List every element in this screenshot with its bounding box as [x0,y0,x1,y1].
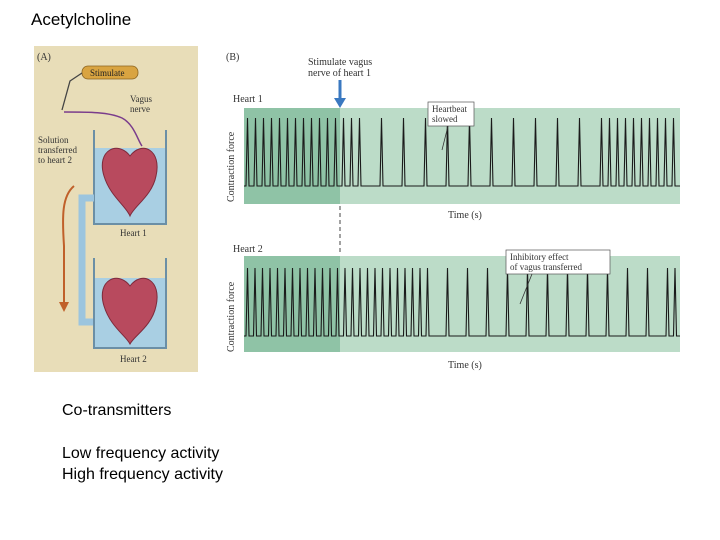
solution-label-3: to heart 2 [38,155,72,165]
trace-1-label: Heart 1 [233,94,263,105]
stimulus-label-1: Stimulate vagus [308,57,373,68]
panel-a-setup [34,46,198,372]
trace-1-ylabel: Contraction force [226,131,237,202]
bullet-high-frequency: High frequency activity [62,466,223,483]
transfer-arrowhead-icon [59,302,69,312]
setup-illustration [34,46,198,372]
panel-b-letter: (B) [226,52,240,63]
electrode-icon [62,73,82,110]
callout-1-line-1: Heartbeat [432,104,467,114]
stimulus-arrowhead-icon [334,98,346,108]
stimulate-label: Stimulate [90,68,125,78]
recording-traces [222,46,688,376]
panel-b-recordings [222,46,688,376]
stimulus-label-2: nerve of heart 1 [308,68,372,79]
bullet-list [62,400,223,485]
bullet-co-transmitters: Co-transmitters [62,402,172,419]
panel-a-letter: (A) [37,52,51,63]
vagus-experiment-figure [32,44,688,376]
slide-title: Acetylcholine [31,10,132,29]
vagus-label-2: nerve [130,104,150,114]
solution-label-2: transferred [38,145,77,155]
heart-2-label: Heart 2 [120,354,147,364]
transfer-arrow-icon [63,186,74,304]
callout-2-line-1: Inhibitory effect [510,252,569,262]
vagus-label-1: Vagus [130,94,152,104]
solution-label-1: Solution [38,135,69,145]
callout-1-line-2: slowed [432,114,458,124]
vagus-nerve-icon [64,112,142,146]
transfer-tube [82,198,94,322]
callout-2-line-2: of vagus transferred [510,262,582,272]
trace-2-label: Heart 2 [233,244,263,255]
heart-1-label: Heart 1 [120,228,147,238]
trace-2-ylabel: Contraction force [226,281,237,352]
trace-2-xlabel: Time (s) [448,360,482,371]
bullet-low-frequency: Low frequency activity [62,445,220,462]
trace-1-bg-early [244,108,340,204]
trace-1-xlabel: Time (s) [448,210,482,221]
